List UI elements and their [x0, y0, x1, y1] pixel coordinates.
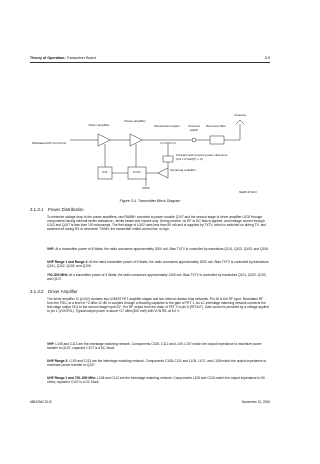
- header-section: Theory of Operation:: [30, 56, 66, 60]
- paragraph-lead: VHF:: [47, 342, 55, 346]
- transmitter-block-diagram: [30, 112, 270, 200]
- harmonic-filter-box: [210, 136, 224, 144]
- forward-reverse-detectors-label: Forward and reverse power detectors: [176, 153, 228, 157]
- paragraph-lead: 700–800 MHz:: [47, 273, 69, 277]
- summing-amplifier-label: Summing amplifier: [170, 168, 196, 172]
- figure-caption: Figure 3-4. Transmitter Block Diagram: [119, 199, 181, 203]
- driver-amplifier-label: Driver amplifier: [88, 123, 110, 127]
- driver-amplifier-symbol: [98, 134, 110, 146]
- antenna-label: Antenna: [234, 113, 246, 117]
- header-board: Transceiver Board: [66, 56, 96, 60]
- paragraph-vhf-driver: [47, 342, 269, 350]
- section-heading-driver-amplifier: [30, 289, 78, 294]
- paragraph-power-distribution: To minimize voltage drop to the power amplifiers, raw RAWB+ connects to power module Q107 and the second stage of driver amplifier U102 through components having minimal series resistance—ferrite beads and chokes only. During receive, no RF or DC bias is applied, and leakage current through U102 and Q107 is less than 100 microamps. The first stage of U102 uses less than 50 mA and is supplied by TXTV, which is switched on during TX, and switched off during RX or whenever TXINH, the transmitter inhibit control line, is high.: [47, 215, 267, 232]
- paragraph-lead: UHF Range 1 and Range 2:: [47, 260, 89, 264]
- harmonic-filter-label: Harmonic filter: [206, 124, 226, 128]
- modulated-rf-label: Modulated RF from FGU: [32, 141, 66, 145]
- paragraph-lead: VHF:: [47, 247, 55, 251]
- paragraph-driver-amplifier: The driver amplifier IC (U102) contains two LDMOS FET amplifier stages and two internal resistor bias networks. Pin 16 is the RF input. Modulated RF from the FGU, at a level of +2 dBm ±2 dB, is coupled through a blocking capacitor to the gate of FET 1. An LC interstage matching network connects the first stage output VD1 to the second stage input G2. The RF output from the drain of FET 2 is pin 6 (RFOUT). Gate control is provided by a voltage applied to pin 1 (VCNTRL). Typical output power is about +27 dBm (500 mW) with VCNTRL at 5.0 V.: [47, 297, 269, 314]
- pcic-label: PCIC: [133, 170, 141, 174]
- int-label: INT: [102, 170, 108, 174]
- footer-date: November 10, 2006: [242, 400, 270, 404]
- footer-doc-number: 6881094C31-B: [30, 400, 52, 404]
- summing-amplifier-symbol: [158, 168, 168, 178]
- directional-coupler-label: Directional coupler: [154, 124, 180, 128]
- antenna-symbol: [236, 120, 244, 124]
- paragraph-body: At a transmitter power of 3 Watts, the radio consumes approximately 1300 mA. Bias TXTV is controlled by transistors Q101, Q102, Q103, and Q107.: [47, 273, 267, 282]
- header-page-number: 3-9: [264, 56, 270, 60]
- detector-box: [163, 156, 173, 162]
- paragraph-body: At the rated transmitter power of 5 Watts, the radio consumes approximately 2000 mA. Bias TXTV is controlled by transistors Q101, Q102, Q103, and Q106.: [47, 260, 269, 269]
- section-title: Driver Amplifier: [48, 289, 78, 294]
- section-number: 3.1.3.1: [30, 207, 44, 212]
- detector-equation-label: (Vd = k*sqrt(P) + X): [176, 157, 203, 161]
- paragraph-vhf-power: [47, 247, 269, 251]
- antenna-switch-label: Antenna switch: [188, 124, 200, 132]
- paragraph-uhf-range2-driver: [47, 359, 269, 367]
- section-heading-power-distribution: [30, 207, 84, 212]
- paragraph-uhf-range1-driver: [47, 376, 269, 384]
- paragraph-body: L108 and C113 are the interstage matching network. Components C108, C111 and L109, L107 match the output impedance to maximize power transfer to Q107; capacitor C107 is a DC block.: [47, 342, 262, 351]
- paragraph-700-800-power: [47, 273, 269, 281]
- paragraph-body: L108 and C113 are the interstage matching network. Components L105 and C110 match the output impedance to 50 ohms; capacitor C107 is a DC block.: [47, 376, 265, 385]
- paragraph-lead: UHF Range 2:: [47, 359, 69, 363]
- figure-id-label: MAEPF-27416-O: [239, 192, 257, 194]
- section-number: 3.1.3.2: [30, 289, 44, 294]
- section-title: Power Distribution: [48, 207, 84, 212]
- antenna-switch-symbol: [192, 138, 196, 142]
- paragraph-body: L109 and C113 are the interstage matching network. Components C108–C111 and L105, L107, and L108 match the output impedance to maximize power transfer to Q107.: [47, 359, 267, 368]
- rpw-label: RPW: [142, 186, 150, 190]
- header-rule: [30, 62, 270, 63]
- paragraph-uhf-power: [47, 260, 269, 268]
- paragraph-lead: UHF Range 1 and 700–800 MHz:: [47, 376, 97, 380]
- paragraph-body: At a transmitter power of 6 Watts, the radio consumes approximately 2000 mA. Bias TXTV is controlled by transistors Q101, Q102, Q103, and Q106.: [54, 247, 269, 251]
- power-amplifier-label: Power amplifier: [124, 119, 146, 123]
- page-header: [30, 56, 270, 66]
- header-title: [30, 56, 96, 60]
